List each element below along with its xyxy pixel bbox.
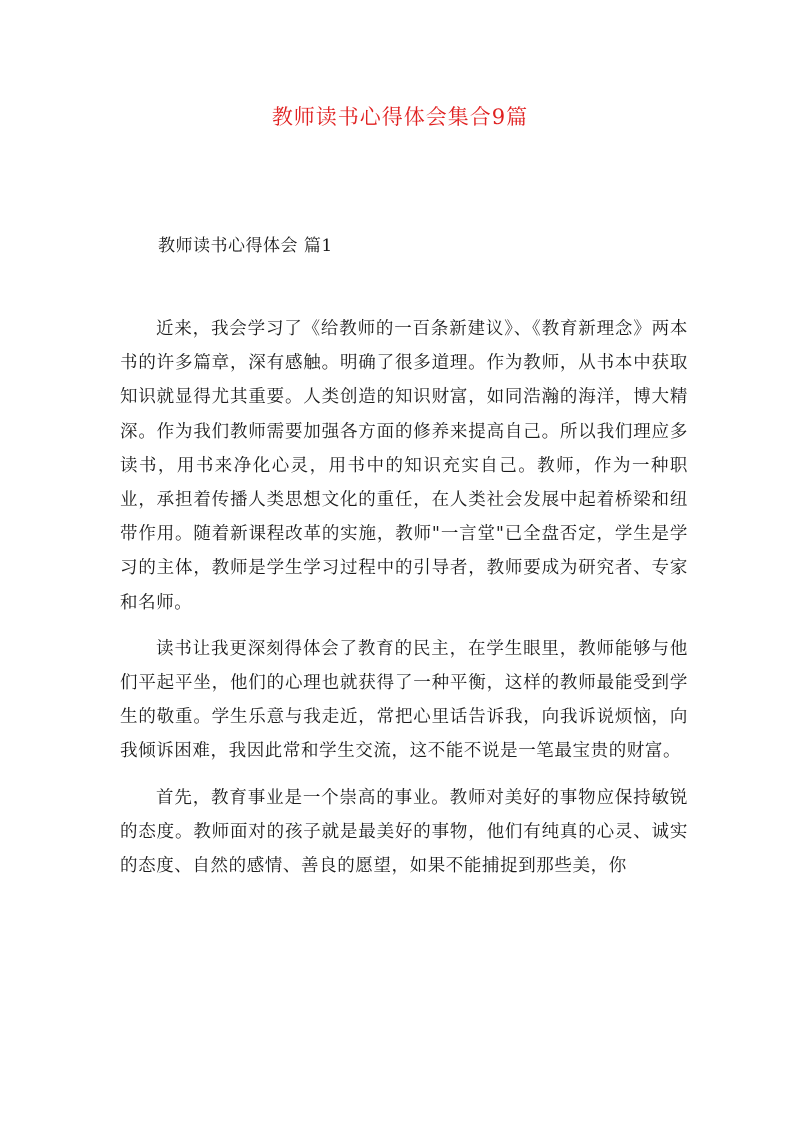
paragraph-3: 首先，教育事业是一个崇高的事业。教师对美好的事物应保持敏锐的态度。教师面对的孩子就是最美好的事物，他们有纯真的心灵、诚实的态度、自然的感情、善良的愿望，如果不能捕捉到那些美，你 — [120, 787, 688, 877]
paragraph-1: 近来，我会学习了《给教师的一百条新建议》、《教育新理念》两本书的许多篇章，深有感触。明确了很多道理。作为教师，从书本中获取知识就显得尤其重要。人类创造的知识财富，如同浩瀚的海洋，博大精深。作为我们教师需要加强各方面的修养来提高自己。所以我们理应多读书，用书来净化心灵，用书中的知识充实自己。教师，作为一种职业，承担着传播人类思想文化的重任，在人类社会发展中起着桥梁和纽带作用。随着新课程改革的实施，教师"一言堂"已全盘否定，学生是学习的主体，教师是学生学习过程中的引导者，教师要成为研究者、专家和名师。 — [120, 319, 688, 613]
body-text — [120, 312, 688, 895]
section-heading: 教师读书心得体会 篇1 — [158, 236, 333, 256]
paragraph-2: 读书让我更深刻得体会了教育的民主，在学生眼里，教师能够与他们平起平坐，他们的心理也就获得了一种平衡，这样的教师最能受到学生的敬重。学生乐意与我走近，常把心里话告诉我，向我诉说烦恼，向我倾诉困难，我因此常和学生交流，这不能不说是一笔最宝贵的财富。 — [120, 638, 688, 762]
document-title: 教师读书心得体会集合9篇 — [271, 105, 529, 129]
